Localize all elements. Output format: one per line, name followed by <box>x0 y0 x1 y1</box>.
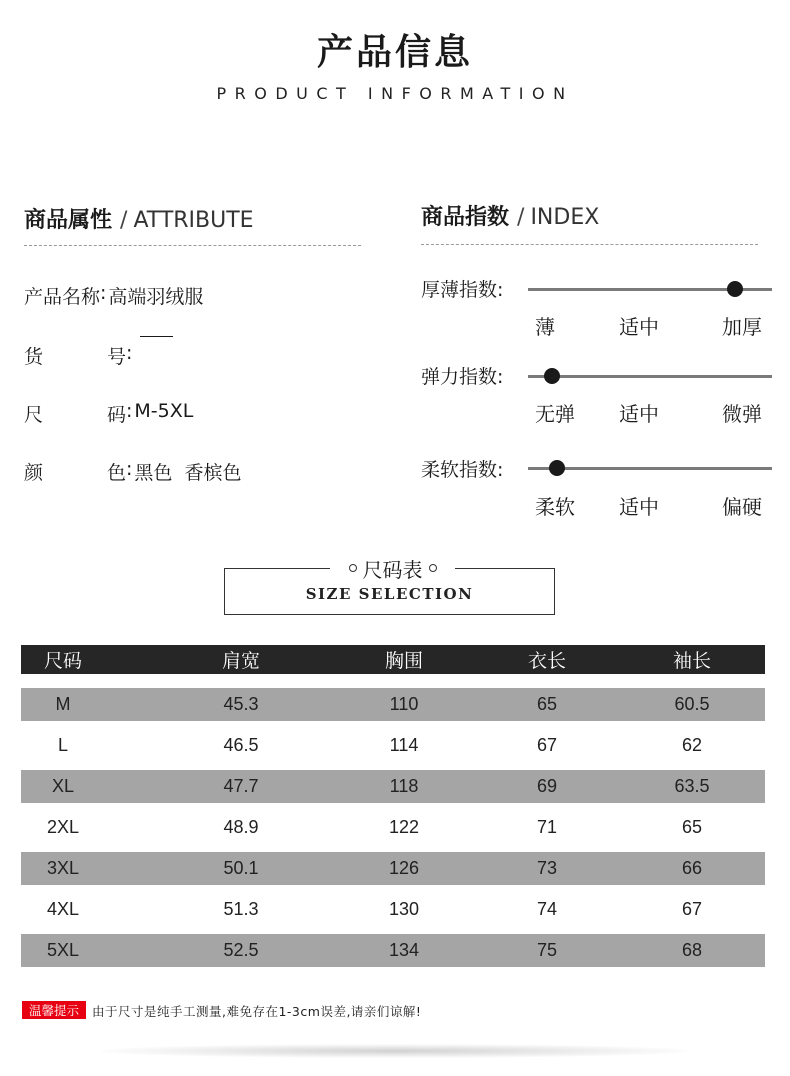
table-cell: 67 <box>681 899 703 919</box>
table-cell: 51.3 <box>223 899 259 919</box>
attr-value-sku-dash <box>140 336 173 337</box>
table-cell: 74 <box>536 899 558 919</box>
table-row <box>21 934 765 967</box>
table-cell: 52.5 <box>223 940 259 960</box>
attr-sep: : <box>126 458 133 480</box>
table-cell: 134 <box>388 940 420 960</box>
index-marker-thickness <box>727 281 743 297</box>
attr-label-name: 产品名称 <box>24 286 101 308</box>
attr-value-name: 高端羽绒服 <box>108 286 204 308</box>
table-cell: 69 <box>536 776 558 796</box>
table-cell: 65 <box>681 817 703 837</box>
attribute-title-en: ATTRIBUTE <box>133 208 254 233</box>
table-cell: 50.1 <box>223 858 259 878</box>
index-tick: 偏硬 <box>722 495 762 519</box>
index-title-en: INDEX <box>530 205 600 230</box>
index-tick: 适中 <box>619 402 659 426</box>
index-divider <box>421 244 758 245</box>
table-cell: 5XL <box>46 940 80 960</box>
table-cell: 67 <box>536 735 558 755</box>
attr-row-sku <box>24 342 173 369</box>
size-table-header <box>21 645 765 674</box>
notice-text: 由于尺寸是纯手工测量,难免存在1-3cm误差,请亲们谅解! <box>92 1004 422 1019</box>
attr-row-size <box>24 400 193 427</box>
attr-sep: : <box>100 282 107 304</box>
table-cell: M <box>55 694 71 714</box>
index-label-elasticity: 弹力指数: <box>421 366 504 388</box>
table-cell: 45.3 <box>223 694 259 714</box>
table-cell: 48.9 <box>223 817 259 837</box>
index-marker-softness <box>549 460 565 476</box>
table-cell: 118 <box>389 776 419 796</box>
table-row <box>21 729 765 762</box>
table-cell: XL <box>51 776 75 796</box>
index-tick: 微弹 <box>722 402 762 426</box>
page-title: 产品信息 <box>316 32 473 73</box>
bottom-shadow-decoration <box>100 1044 690 1058</box>
table-cell: 130 <box>388 899 420 919</box>
size-selection-subtitle: SIZE SELECTION <box>305 585 474 603</box>
table-row <box>21 852 765 885</box>
index-tick: 加厚 <box>722 315 762 339</box>
attr-label-sku <box>24 342 126 369</box>
attr-value-size: M-5XL <box>134 400 194 422</box>
index-heading <box>421 200 599 231</box>
index-title-cn: 商品指数 <box>421 205 510 230</box>
table-row <box>21 770 765 803</box>
table-cell: 2XL <box>46 817 80 837</box>
index-tick: 无弹 <box>535 402 575 426</box>
attr-label-char: 货 <box>24 346 44 368</box>
table-header-cell: 尺码 <box>43 650 82 672</box>
attr-value-color: 黑色 香槟色 <box>134 462 242 484</box>
table-cell: 4XL <box>46 899 80 919</box>
table-cell: 63.5 <box>674 776 710 796</box>
table-cell: 75 <box>536 940 558 960</box>
table-cell: 110 <box>389 694 419 714</box>
table-row <box>21 811 765 844</box>
index-track-elasticity <box>528 375 772 378</box>
table-row <box>21 688 765 721</box>
table-cell: 65 <box>536 694 558 714</box>
attr-label-char: 色 <box>106 462 126 484</box>
index-tick: 薄 <box>535 315 555 339</box>
attribute-title-slash: / <box>120 208 128 233</box>
attr-sep: : <box>126 400 133 422</box>
index-tick: 适中 <box>619 495 659 519</box>
table-cell: 3XL <box>46 858 80 878</box>
table-header-cell: 肩宽 <box>221 650 260 672</box>
index-title-slash: / <box>517 205 525 230</box>
circle-ornament-icon <box>349 564 357 572</box>
index-label-softness: 柔软指数: <box>421 459 504 481</box>
attribute-heading <box>24 203 254 234</box>
table-cell: 71 <box>536 817 558 837</box>
index-tick: 柔软 <box>535 495 575 519</box>
index-tick: 适中 <box>619 315 659 339</box>
size-selection-title-wrap <box>330 554 455 582</box>
size-selection-title: 尺码表 <box>362 557 423 582</box>
attr-label-size <box>24 400 126 427</box>
attr-row-name <box>24 282 203 309</box>
attr-label-color <box>24 458 126 485</box>
table-cell: L <box>57 735 68 755</box>
attr-label-char: 颜 <box>24 462 44 484</box>
table-header-cell: 袖长 <box>672 650 711 672</box>
index-label-thickness: 厚薄指数: <box>421 279 504 301</box>
attribute-divider <box>24 245 361 246</box>
attr-label-char: 号 <box>106 346 126 368</box>
attr-label-char: 尺 <box>24 404 44 426</box>
circle-ornament-icon <box>429 564 437 572</box>
table-cell: 114 <box>389 735 419 755</box>
notice-badge: 温馨提示 <box>22 1001 86 1019</box>
table-cell: 73 <box>536 858 558 878</box>
page-subtitle: PRODUCT INFORMATION <box>216 84 574 103</box>
table-cell: 46.5 <box>223 735 259 755</box>
table-cell: 62 <box>681 735 703 755</box>
table-cell: 126 <box>388 858 420 878</box>
table-cell: 122 <box>388 817 420 837</box>
attr-label-char: 码 <box>106 404 126 426</box>
table-cell: 60.5 <box>674 694 710 714</box>
table-cell: 66 <box>681 858 703 878</box>
table-cell: 68 <box>681 940 703 960</box>
table-cell: 47.7 <box>223 776 259 796</box>
table-header-cell: 衣长 <box>527 650 566 672</box>
attribute-title-cn: 商品属性 <box>24 208 113 233</box>
table-header-cell: 胸围 <box>384 650 423 672</box>
index-marker-elasticity <box>544 368 560 384</box>
attr-row-color <box>24 458 242 485</box>
attr-sep: : <box>126 342 133 364</box>
table-row <box>21 893 765 926</box>
